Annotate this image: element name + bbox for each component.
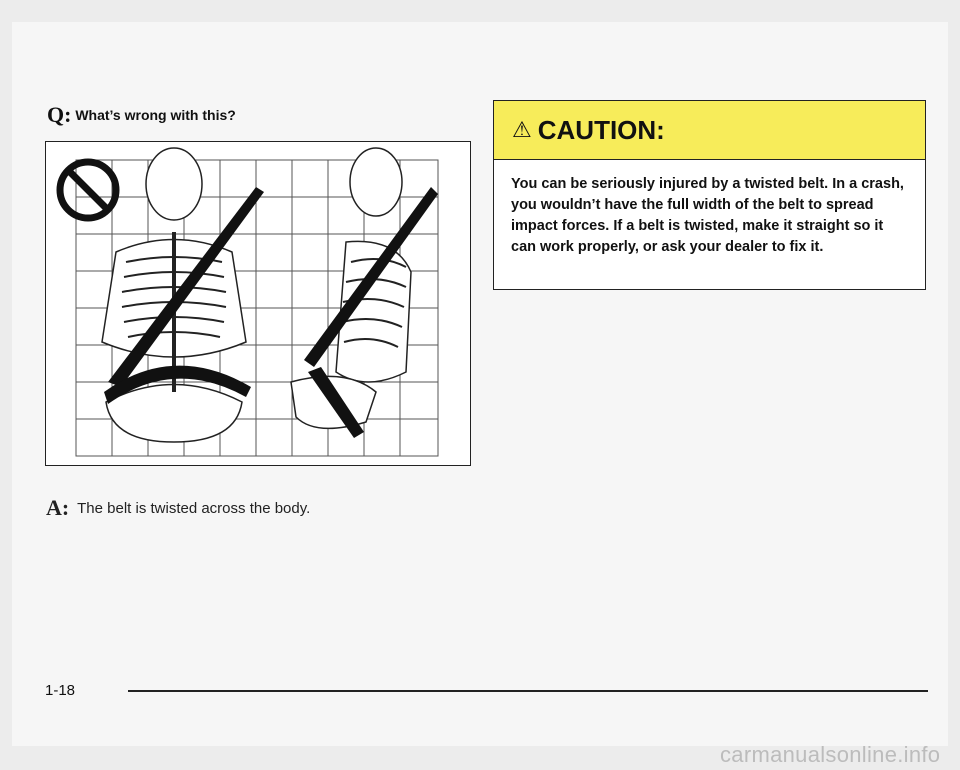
page-number: 1-18 — [45, 682, 76, 699]
twisted-belt-illustration — [45, 141, 471, 466]
caution-title: CAUTION: — [537, 114, 665, 145]
warning-triangle-icon: ⚠ — [512, 117, 532, 142]
answer-letter: A: — [46, 495, 70, 520]
caution-body: You can be seriously injured by a twisted belt. In a crash, you wouldn’t have the full width of the belt to spread impact forces. If a belt is twisted, make it straight so it can work properly, or ask your dealer to fix it. — [511, 176, 904, 255]
caution-box — [493, 100, 926, 290]
footer-rule — [128, 690, 928, 692]
caution-header — [494, 101, 925, 160]
question — [47, 102, 236, 128]
watermark: carmanualsonline.info — [720, 742, 941, 767]
question-letter: Q: — [47, 102, 72, 127]
answer-text: The belt is twisted across the body. — [77, 500, 311, 517]
side-skeleton — [291, 148, 411, 428]
question-text: What’s wrong with this? — [75, 107, 236, 123]
prohibited-icon — [60, 162, 116, 218]
skeleton-figure-svg — [46, 142, 472, 467]
answer — [46, 495, 310, 521]
